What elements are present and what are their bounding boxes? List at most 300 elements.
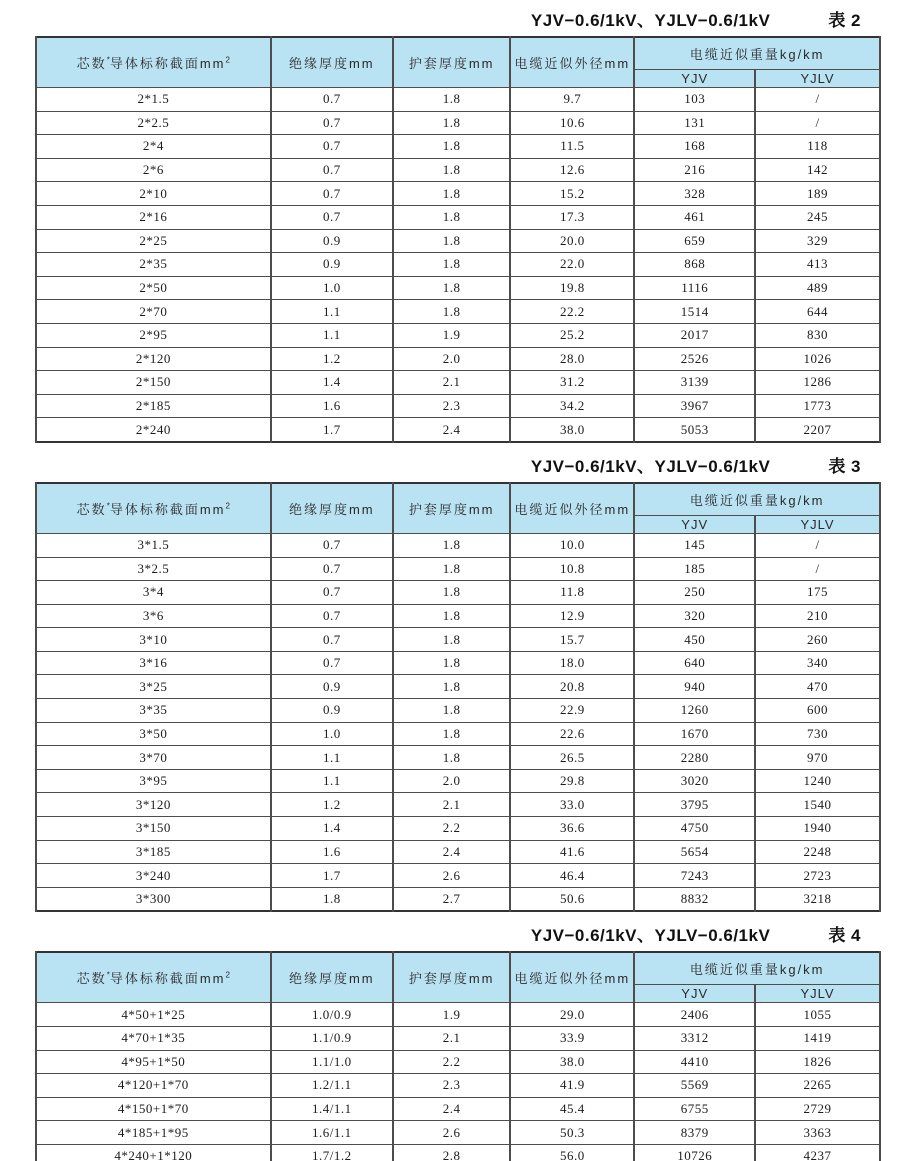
cell: 329 bbox=[755, 229, 880, 253]
cell: 2*150 bbox=[36, 371, 271, 395]
cell: 3795 bbox=[634, 793, 755, 817]
cell: 2*10 bbox=[36, 182, 271, 206]
cell: 413 bbox=[755, 253, 880, 277]
table-row bbox=[36, 793, 880, 817]
table-title-row bbox=[35, 921, 881, 946]
cell: 730 bbox=[755, 722, 880, 746]
table-block-4 bbox=[35, 921, 881, 1161]
cell: 2*70 bbox=[36, 300, 271, 324]
cell: 22.9 bbox=[510, 699, 634, 723]
cell: 142 bbox=[755, 158, 880, 182]
cell: 1.0 bbox=[271, 722, 393, 746]
cell: 1826 bbox=[755, 1050, 880, 1074]
cell: 0.7 bbox=[271, 628, 393, 652]
cell: 10.6 bbox=[510, 111, 634, 135]
cell: 260 bbox=[755, 628, 880, 652]
cell: 10726 bbox=[634, 1144, 755, 1161]
cell: 1.8 bbox=[393, 746, 510, 770]
table-row bbox=[36, 533, 880, 557]
cell: 1.0 bbox=[271, 276, 393, 300]
cell: 2*1.5 bbox=[36, 88, 271, 112]
cell: 29.0 bbox=[510, 1003, 634, 1027]
table-block-3 bbox=[35, 452, 881, 913]
cell: 1.0/0.9 bbox=[271, 1003, 393, 1027]
cell: 2280 bbox=[634, 746, 755, 770]
col-header-sheath: 护套厚度mm bbox=[393, 483, 510, 534]
cell: 1.9 bbox=[393, 323, 510, 347]
cell: 1.8 bbox=[393, 675, 510, 699]
table-row bbox=[36, 1144, 880, 1161]
cell: 1026 bbox=[755, 347, 880, 371]
cell: 11.8 bbox=[510, 581, 634, 605]
col-header-insulation: 绝缘厚度mm bbox=[271, 37, 393, 88]
cell: 3139 bbox=[634, 371, 755, 395]
table-block-2 bbox=[35, 6, 881, 443]
col-header-yjv: YJV bbox=[634, 985, 755, 1003]
table-row bbox=[36, 182, 880, 206]
table-row bbox=[36, 394, 880, 418]
table-row bbox=[36, 1097, 880, 1121]
cell: 1419 bbox=[755, 1027, 880, 1051]
cell: 1.8 bbox=[393, 604, 510, 628]
cell: 8832 bbox=[634, 887, 755, 911]
cell: 3*150 bbox=[36, 817, 271, 841]
cell: 4*95+1*50 bbox=[36, 1050, 271, 1074]
cell: 3*120 bbox=[36, 793, 271, 817]
cell: 2*95 bbox=[36, 323, 271, 347]
cell: 4750 bbox=[634, 817, 755, 841]
col-header-diameter: 电缆近似外径mm bbox=[510, 37, 634, 88]
table-row bbox=[36, 1121, 880, 1145]
cell: 2.4 bbox=[393, 1097, 510, 1121]
table-row bbox=[36, 1027, 880, 1051]
col-header-weight: 电缆近似重量kg/km bbox=[634, 483, 880, 516]
cell: 1940 bbox=[755, 817, 880, 841]
cell: 2*240 bbox=[36, 418, 271, 442]
cell: 830 bbox=[755, 323, 880, 347]
cell: 36.6 bbox=[510, 817, 634, 841]
cell: 3363 bbox=[755, 1121, 880, 1145]
table-title-row bbox=[35, 452, 881, 477]
cell: 0.9 bbox=[271, 253, 393, 277]
cell: 3*2.5 bbox=[36, 557, 271, 581]
cell: 4*70+1*35 bbox=[36, 1027, 271, 1051]
cell: / bbox=[755, 533, 880, 557]
cell: 1240 bbox=[755, 769, 880, 793]
col-header-insulation: 绝缘厚度mm bbox=[271, 952, 393, 1003]
cell: 2*120 bbox=[36, 347, 271, 371]
cell: 868 bbox=[634, 253, 755, 277]
col-header-section: 芯数*导体标称截面$mm^2$ bbox=[36, 952, 271, 1003]
cell: 2207 bbox=[755, 418, 880, 442]
col-header-section: 芯数*导体标称截面$mm^2$ bbox=[36, 37, 271, 88]
cell: 640 bbox=[634, 651, 755, 675]
cell: 12.9 bbox=[510, 604, 634, 628]
cell: 2*6 bbox=[36, 158, 271, 182]
cell: 17.3 bbox=[510, 205, 634, 229]
table-row bbox=[36, 840, 880, 864]
cell: 489 bbox=[755, 276, 880, 300]
table-row bbox=[36, 628, 880, 652]
col-header-yjv: YJV bbox=[634, 70, 755, 88]
cell: 1286 bbox=[755, 371, 880, 395]
cell: 1.2 bbox=[271, 793, 393, 817]
cell: 2.2 bbox=[393, 817, 510, 841]
cell: 28.0 bbox=[510, 347, 634, 371]
cell: 3*300 bbox=[36, 887, 271, 911]
cell: 970 bbox=[755, 746, 880, 770]
cell: 2017 bbox=[634, 323, 755, 347]
cell: 2.1 bbox=[393, 793, 510, 817]
cell: 940 bbox=[634, 675, 755, 699]
cell: 1.8 bbox=[393, 628, 510, 652]
cell: 1116 bbox=[634, 276, 755, 300]
cell: 1.6/1.1 bbox=[271, 1121, 393, 1145]
cell: 168 bbox=[634, 135, 755, 159]
cell: 320 bbox=[634, 604, 755, 628]
cell: 0.7 bbox=[271, 604, 393, 628]
cell: 1.8 bbox=[393, 253, 510, 277]
cell: 0.7 bbox=[271, 135, 393, 159]
cell: 2*50 bbox=[36, 276, 271, 300]
cell: 145 bbox=[634, 533, 755, 557]
cell: 1055 bbox=[755, 1003, 880, 1027]
table-title: YJV−0.6/1kV、YJLV−0.6/1kV bbox=[530, 926, 771, 946]
table-label: 表 2 bbox=[828, 11, 861, 30]
cell: 2.1 bbox=[393, 371, 510, 395]
cell: 1.8 bbox=[393, 229, 510, 253]
cell: 22.6 bbox=[510, 722, 634, 746]
cell: 4*240+1*120 bbox=[36, 1144, 271, 1161]
cell: / bbox=[755, 88, 880, 112]
cell: 644 bbox=[755, 300, 880, 324]
cell: 20.8 bbox=[510, 675, 634, 699]
table-row bbox=[36, 205, 880, 229]
cell: 2248 bbox=[755, 840, 880, 864]
cell: 1.1 bbox=[271, 300, 393, 324]
cell: 600 bbox=[755, 699, 880, 723]
cell: 2.3 bbox=[393, 1074, 510, 1098]
table-row bbox=[36, 604, 880, 628]
cell: 0.7 bbox=[271, 651, 393, 675]
col-header-diameter: 电缆近似外径mm bbox=[510, 483, 634, 534]
cell: 1.1 bbox=[271, 323, 393, 347]
table-row bbox=[36, 253, 880, 277]
cell: 1.7/1.2 bbox=[271, 1144, 393, 1161]
cell: 1.7 bbox=[271, 864, 393, 888]
cell: 0.7 bbox=[271, 205, 393, 229]
cell: 3*70 bbox=[36, 746, 271, 770]
table-row bbox=[36, 864, 880, 888]
cell: 10.8 bbox=[510, 557, 634, 581]
cell: 1.1/0.9 bbox=[271, 1027, 393, 1051]
cell: 50.6 bbox=[510, 887, 634, 911]
cell: 1.8 bbox=[393, 158, 510, 182]
table-row bbox=[36, 675, 880, 699]
cell: 0.7 bbox=[271, 88, 393, 112]
table-row bbox=[36, 1050, 880, 1074]
cell: 12.6 bbox=[510, 158, 634, 182]
cell: 1.8 bbox=[393, 88, 510, 112]
table-row bbox=[36, 111, 880, 135]
cell: 1540 bbox=[755, 793, 880, 817]
cell: 3*95 bbox=[36, 769, 271, 793]
cell: 0.9 bbox=[271, 229, 393, 253]
cell: 1.6 bbox=[271, 840, 393, 864]
cell: 1.1 bbox=[271, 746, 393, 770]
cell: 1.4 bbox=[271, 817, 393, 841]
cell: 0.7 bbox=[271, 158, 393, 182]
cell: 0.7 bbox=[271, 111, 393, 135]
cell: 118 bbox=[755, 135, 880, 159]
cell: 2.2 bbox=[393, 1050, 510, 1074]
cell: 3020 bbox=[634, 769, 755, 793]
cell: 3*240 bbox=[36, 864, 271, 888]
table-row bbox=[36, 1003, 880, 1027]
table-row bbox=[36, 158, 880, 182]
col-header-insulation: 绝缘厚度mm bbox=[271, 483, 393, 534]
cell: 1.9 bbox=[393, 1003, 510, 1027]
cell: 4*120+1*70 bbox=[36, 1074, 271, 1098]
cell: 25.2 bbox=[510, 323, 634, 347]
cell: 2526 bbox=[634, 347, 755, 371]
cell: 3218 bbox=[755, 887, 880, 911]
cell: 4*150+1*70 bbox=[36, 1097, 271, 1121]
cell: 2*4 bbox=[36, 135, 271, 159]
cell: 2*16 bbox=[36, 205, 271, 229]
cell: 245 bbox=[755, 205, 880, 229]
table-row bbox=[36, 418, 880, 442]
cell: 1773 bbox=[755, 394, 880, 418]
cell: 2*25 bbox=[36, 229, 271, 253]
cell: 1.8 bbox=[393, 557, 510, 581]
cell: 1.4 bbox=[271, 371, 393, 395]
cell: 2.3 bbox=[393, 394, 510, 418]
spec-table-3core bbox=[35, 482, 881, 913]
cell: 41.9 bbox=[510, 1074, 634, 1098]
cell: 0.7 bbox=[271, 533, 393, 557]
cell: 4*185+1*95 bbox=[36, 1121, 271, 1145]
table-row bbox=[36, 88, 880, 112]
cell: 45.4 bbox=[510, 1097, 634, 1121]
table-row bbox=[36, 276, 880, 300]
cell: 2.0 bbox=[393, 347, 510, 371]
col-header-weight: 电缆近似重量kg/km bbox=[634, 952, 880, 985]
cell: 450 bbox=[634, 628, 755, 652]
cell: 470 bbox=[755, 675, 880, 699]
cell: 216 bbox=[634, 158, 755, 182]
cell: 2723 bbox=[755, 864, 880, 888]
table-row bbox=[36, 229, 880, 253]
table-row bbox=[36, 722, 880, 746]
table-title-row bbox=[35, 6, 881, 31]
cell: 46.4 bbox=[510, 864, 634, 888]
table-row bbox=[36, 1074, 880, 1098]
cell: 1.1/1.0 bbox=[271, 1050, 393, 1074]
table-row bbox=[36, 817, 880, 841]
spec-table-2core bbox=[35, 36, 881, 443]
col-header-yjlv: YJLV bbox=[755, 985, 880, 1003]
cell: 11.5 bbox=[510, 135, 634, 159]
table-row bbox=[36, 887, 880, 911]
col-header-section: 芯数*导体标称截面$mm^2$ bbox=[36, 483, 271, 534]
cell: 2.1 bbox=[393, 1027, 510, 1051]
cell: 2406 bbox=[634, 1003, 755, 1027]
cell: 2.8 bbox=[393, 1144, 510, 1161]
cell: 20.0 bbox=[510, 229, 634, 253]
cell: 328 bbox=[634, 182, 755, 206]
cell: 103 bbox=[634, 88, 755, 112]
cell: 3*25 bbox=[36, 675, 271, 699]
cell: 340 bbox=[755, 651, 880, 675]
cell: 5053 bbox=[634, 418, 755, 442]
cell: 2.6 bbox=[393, 864, 510, 888]
cell: 8379 bbox=[634, 1121, 755, 1145]
cell: 3*16 bbox=[36, 651, 271, 675]
cell: 38.0 bbox=[510, 418, 634, 442]
cell: 1.8 bbox=[393, 111, 510, 135]
cell: 0.7 bbox=[271, 557, 393, 581]
cell: 1.1 bbox=[271, 769, 393, 793]
cell: 3967 bbox=[634, 394, 755, 418]
cell: 18.0 bbox=[510, 651, 634, 675]
cell: 0.7 bbox=[271, 581, 393, 605]
cell: 1.8 bbox=[393, 205, 510, 229]
cell: 2.0 bbox=[393, 769, 510, 793]
cell: 1670 bbox=[634, 722, 755, 746]
col-header-yjv: YJV bbox=[634, 515, 755, 533]
cell: 2*2.5 bbox=[36, 111, 271, 135]
cell: 4237 bbox=[755, 1144, 880, 1161]
cell: 22.2 bbox=[510, 300, 634, 324]
table-title: YJV−0.6/1kV、YJLV−0.6/1kV bbox=[530, 11, 771, 30]
cell: 2265 bbox=[755, 1074, 880, 1098]
table-row bbox=[36, 323, 880, 347]
cell: 210 bbox=[755, 604, 880, 628]
table-row bbox=[36, 699, 880, 723]
cell: 0.9 bbox=[271, 699, 393, 723]
cell: 56.0 bbox=[510, 1144, 634, 1161]
cell: 3*185 bbox=[36, 840, 271, 864]
table-row bbox=[36, 769, 880, 793]
cell: 1.8 bbox=[393, 135, 510, 159]
cell: 29.8 bbox=[510, 769, 634, 793]
cell: 3*35 bbox=[36, 699, 271, 723]
col-header-yjlv: YJLV bbox=[755, 70, 880, 88]
cell: 189 bbox=[755, 182, 880, 206]
cell: 1.4/1.1 bbox=[271, 1097, 393, 1121]
cell: 4410 bbox=[634, 1050, 755, 1074]
cell: 5654 bbox=[634, 840, 755, 864]
cell: 659 bbox=[634, 229, 755, 253]
cell: 2.4 bbox=[393, 840, 510, 864]
table-title: YJV−0.6/1kV、YJLV−0.6/1kV bbox=[530, 456, 771, 476]
cell: 2*35 bbox=[36, 253, 271, 277]
cell: 3*6 bbox=[36, 604, 271, 628]
cell: 1.8 bbox=[393, 699, 510, 723]
cell: 1.8 bbox=[271, 887, 393, 911]
cell: 2*185 bbox=[36, 394, 271, 418]
table-label: 表 4 bbox=[828, 926, 861, 946]
cell: 1.8 bbox=[393, 182, 510, 206]
cell: 19.8 bbox=[510, 276, 634, 300]
col-header-yjlv: YJLV bbox=[755, 515, 880, 533]
col-header-sheath: 护套厚度mm bbox=[393, 37, 510, 88]
cell: 185 bbox=[634, 557, 755, 581]
spec-table-4core bbox=[35, 951, 881, 1161]
table-row bbox=[36, 651, 880, 675]
table-row bbox=[36, 557, 880, 581]
cell: 250 bbox=[634, 581, 755, 605]
cell: 175 bbox=[755, 581, 880, 605]
table-row bbox=[36, 746, 880, 770]
cell: 4*50+1*25 bbox=[36, 1003, 271, 1027]
cell: 461 bbox=[634, 205, 755, 229]
cell: 1260 bbox=[634, 699, 755, 723]
cell: 15.7 bbox=[510, 628, 634, 652]
cell: 0.9 bbox=[271, 675, 393, 699]
cell: 3*1.5 bbox=[36, 533, 271, 557]
cell: 34.2 bbox=[510, 394, 634, 418]
cell: 50.3 bbox=[510, 1121, 634, 1145]
cell: 2.6 bbox=[393, 1121, 510, 1145]
cell: 33.9 bbox=[510, 1027, 634, 1051]
cell: 10.0 bbox=[510, 533, 634, 557]
cell: 131 bbox=[634, 111, 755, 135]
cell: 3312 bbox=[634, 1027, 755, 1051]
cell: 22.0 bbox=[510, 253, 634, 277]
cell: 33.0 bbox=[510, 793, 634, 817]
cell: 3*50 bbox=[36, 722, 271, 746]
cell: 1.8 bbox=[393, 276, 510, 300]
cell: 1.8 bbox=[393, 533, 510, 557]
cell: / bbox=[755, 557, 880, 581]
cell: 38.0 bbox=[510, 1050, 634, 1074]
table-label: 表 3 bbox=[828, 456, 861, 476]
table-row bbox=[36, 581, 880, 605]
table-row bbox=[36, 135, 880, 159]
cell: 3*4 bbox=[36, 581, 271, 605]
table-row bbox=[36, 300, 880, 324]
table-row bbox=[36, 371, 880, 395]
col-header-weight: 电缆近似重量kg/km bbox=[634, 37, 880, 70]
cell: 1.7 bbox=[271, 418, 393, 442]
cell: 1.6 bbox=[271, 394, 393, 418]
cell: 1.8 bbox=[393, 722, 510, 746]
table-row bbox=[36, 347, 880, 371]
cell: 7243 bbox=[634, 864, 755, 888]
cell: 6755 bbox=[634, 1097, 755, 1121]
cell: 3*10 bbox=[36, 628, 271, 652]
cell: 9.7 bbox=[510, 88, 634, 112]
cell: 1514 bbox=[634, 300, 755, 324]
cell: / bbox=[755, 111, 880, 135]
col-header-diameter: 电缆近似外径mm bbox=[510, 952, 634, 1003]
cell: 2729 bbox=[755, 1097, 880, 1121]
cell: 1.8 bbox=[393, 300, 510, 324]
cell: 2.7 bbox=[393, 887, 510, 911]
col-header-sheath: 护套厚度mm bbox=[393, 952, 510, 1003]
cell: 0.7 bbox=[271, 182, 393, 206]
cell: 41.6 bbox=[510, 840, 634, 864]
cell: 31.2 bbox=[510, 371, 634, 395]
cell: 5569 bbox=[634, 1074, 755, 1098]
cell: 1.2 bbox=[271, 347, 393, 371]
cell: 15.2 bbox=[510, 182, 634, 206]
cell: 26.5 bbox=[510, 746, 634, 770]
cell: 1.8 bbox=[393, 651, 510, 675]
cell: 1.2/1.1 bbox=[271, 1074, 393, 1098]
